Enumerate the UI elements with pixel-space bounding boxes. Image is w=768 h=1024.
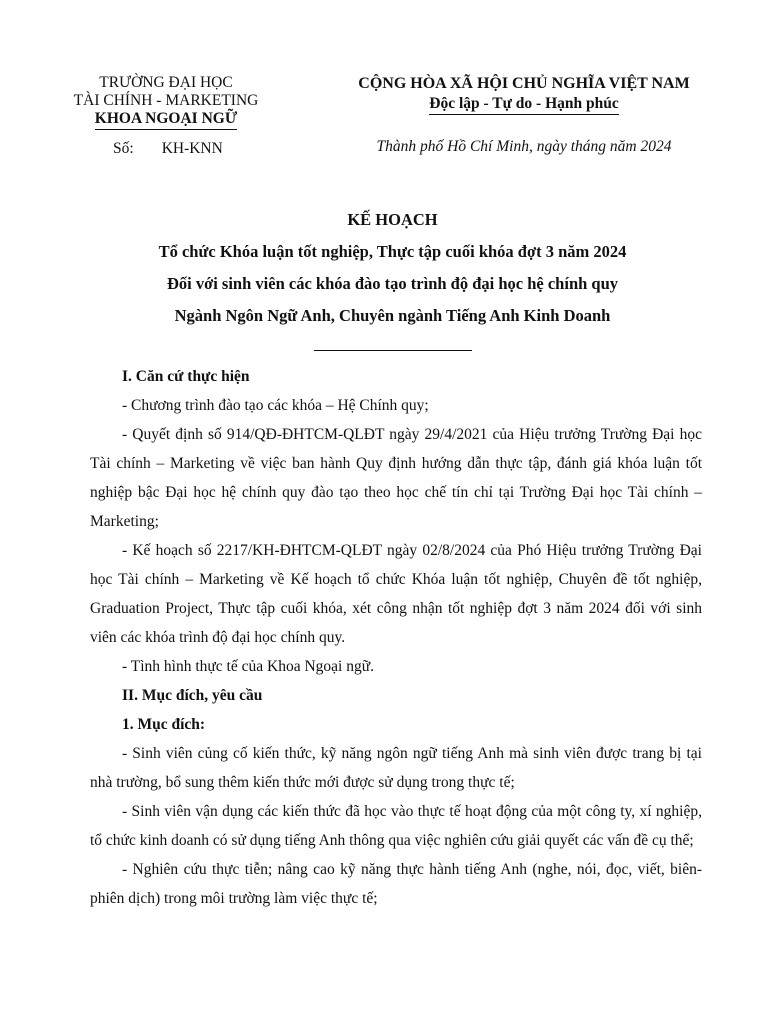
document-type-title: KẾ HOẠCH	[347, 210, 438, 229]
section-1-heading: I. Căn cứ thực hiện	[122, 368, 250, 385]
republic-name: CỘNG HÒA XÃ HỘI CHỦ NGHĨA VIỆT NAM	[358, 75, 690, 92]
issuer-block	[60, 74, 272, 130]
document-number	[113, 140, 223, 158]
place-date-line: Thành phố Hồ Chí Minh, ngày tháng năm 2024	[376, 138, 672, 155]
title-divider	[314, 350, 472, 351]
basis-item: - Quyết định số 914/QĐ-ĐHTCM-QLĐT ngày 29/4/2021 của Hiệu trưởng Trường Đại học Tài chính – Marketing về việc ban hành Quy định hướng dẫn thực tập, đánh giá khóa luận tốt nghiệp bậc Đại học hệ chính quy đào tạo theo học chế tín chỉ tại Trường Đại học Tài chính – Marketing;	[90, 426, 702, 530]
title-line-3: Đối với sinh viên các khóa đào tạo trình độ đại học hệ chính quy	[166, 274, 619, 293]
purpose-item: - Sinh viên củng cố kiến thức, kỹ năng ngôn ngữ tiếng Anh mà sinh viên được trang bị tại nhà trường, bổ sung thêm kiến thức mới được sử dụng trong thực tế;	[90, 745, 702, 791]
title-line-2: Tổ chức Khóa luận tốt nghiệp, Thực tập cuối khóa đợt 3 năm 2024	[158, 242, 627, 261]
university-line-1: TRƯỜNG ĐẠI HỌC	[99, 74, 233, 91]
purpose-item: - Sinh viên vận dụng các kiến thức đã học vào thực tế hoạt động của một công ty, xí nghiệp, tổ chức kinh doanh có sử dụng tiếng Anh thông qua việc nghiên cứu giải quyết các vấn đề cụ thể;	[90, 803, 702, 849]
basis-item: - Tình hình thực tế của Khoa Ngoại ngữ.	[122, 658, 374, 675]
section-2-heading: II. Mục đích, yêu cầu	[122, 687, 263, 704]
document-title-block	[90, 208, 695, 336]
title-line-4: Ngành Ngôn Ngữ Anh, Chuyên ngành Tiếng Anh Kinh Doanh	[174, 306, 611, 325]
document-number-value: KH-KNN	[161, 140, 223, 157]
document-number-label: Số:	[113, 140, 134, 157]
national-motto: Độc lập - Tự do - Hạnh phúc	[429, 94, 618, 115]
basis-item: - Kế hoạch số 2217/KH-ĐHTCM-QLĐT ngày 02/8/2024 của Phó Hiệu trưởng Trường Đại học Tài chính – Marketing về Kế hoạch tổ chức Khóa luận tốt nghiệp, Chuyên đề tốt nghiệp, Graduation Project, Thực tập cuối khóa, xét công nhận tốt nghiệp đợt 3 năm 2024 đối với sinh viên các khóa trình độ đại học chính quy.	[90, 542, 702, 646]
subsection-1-heading: 1. Mục đích:	[122, 716, 206, 733]
university-line-2: TÀI CHÍNH - MARKETING	[73, 92, 259, 109]
document-body	[90, 362, 702, 913]
faculty-name: KHOA NGOẠI NGỮ	[95, 110, 237, 130]
basis-item: - Chương trình đào tạo các khóa – Hệ Chính quy;	[122, 397, 429, 414]
purpose-item: - Nghiên cứu thực tiễn; nâng cao kỹ năng thực hành tiếng Anh (nghe, nói, đọc, viết, biên-phiên dịch) trong môi trường làm việc thực tế;	[90, 861, 702, 907]
national-header	[335, 74, 713, 115]
